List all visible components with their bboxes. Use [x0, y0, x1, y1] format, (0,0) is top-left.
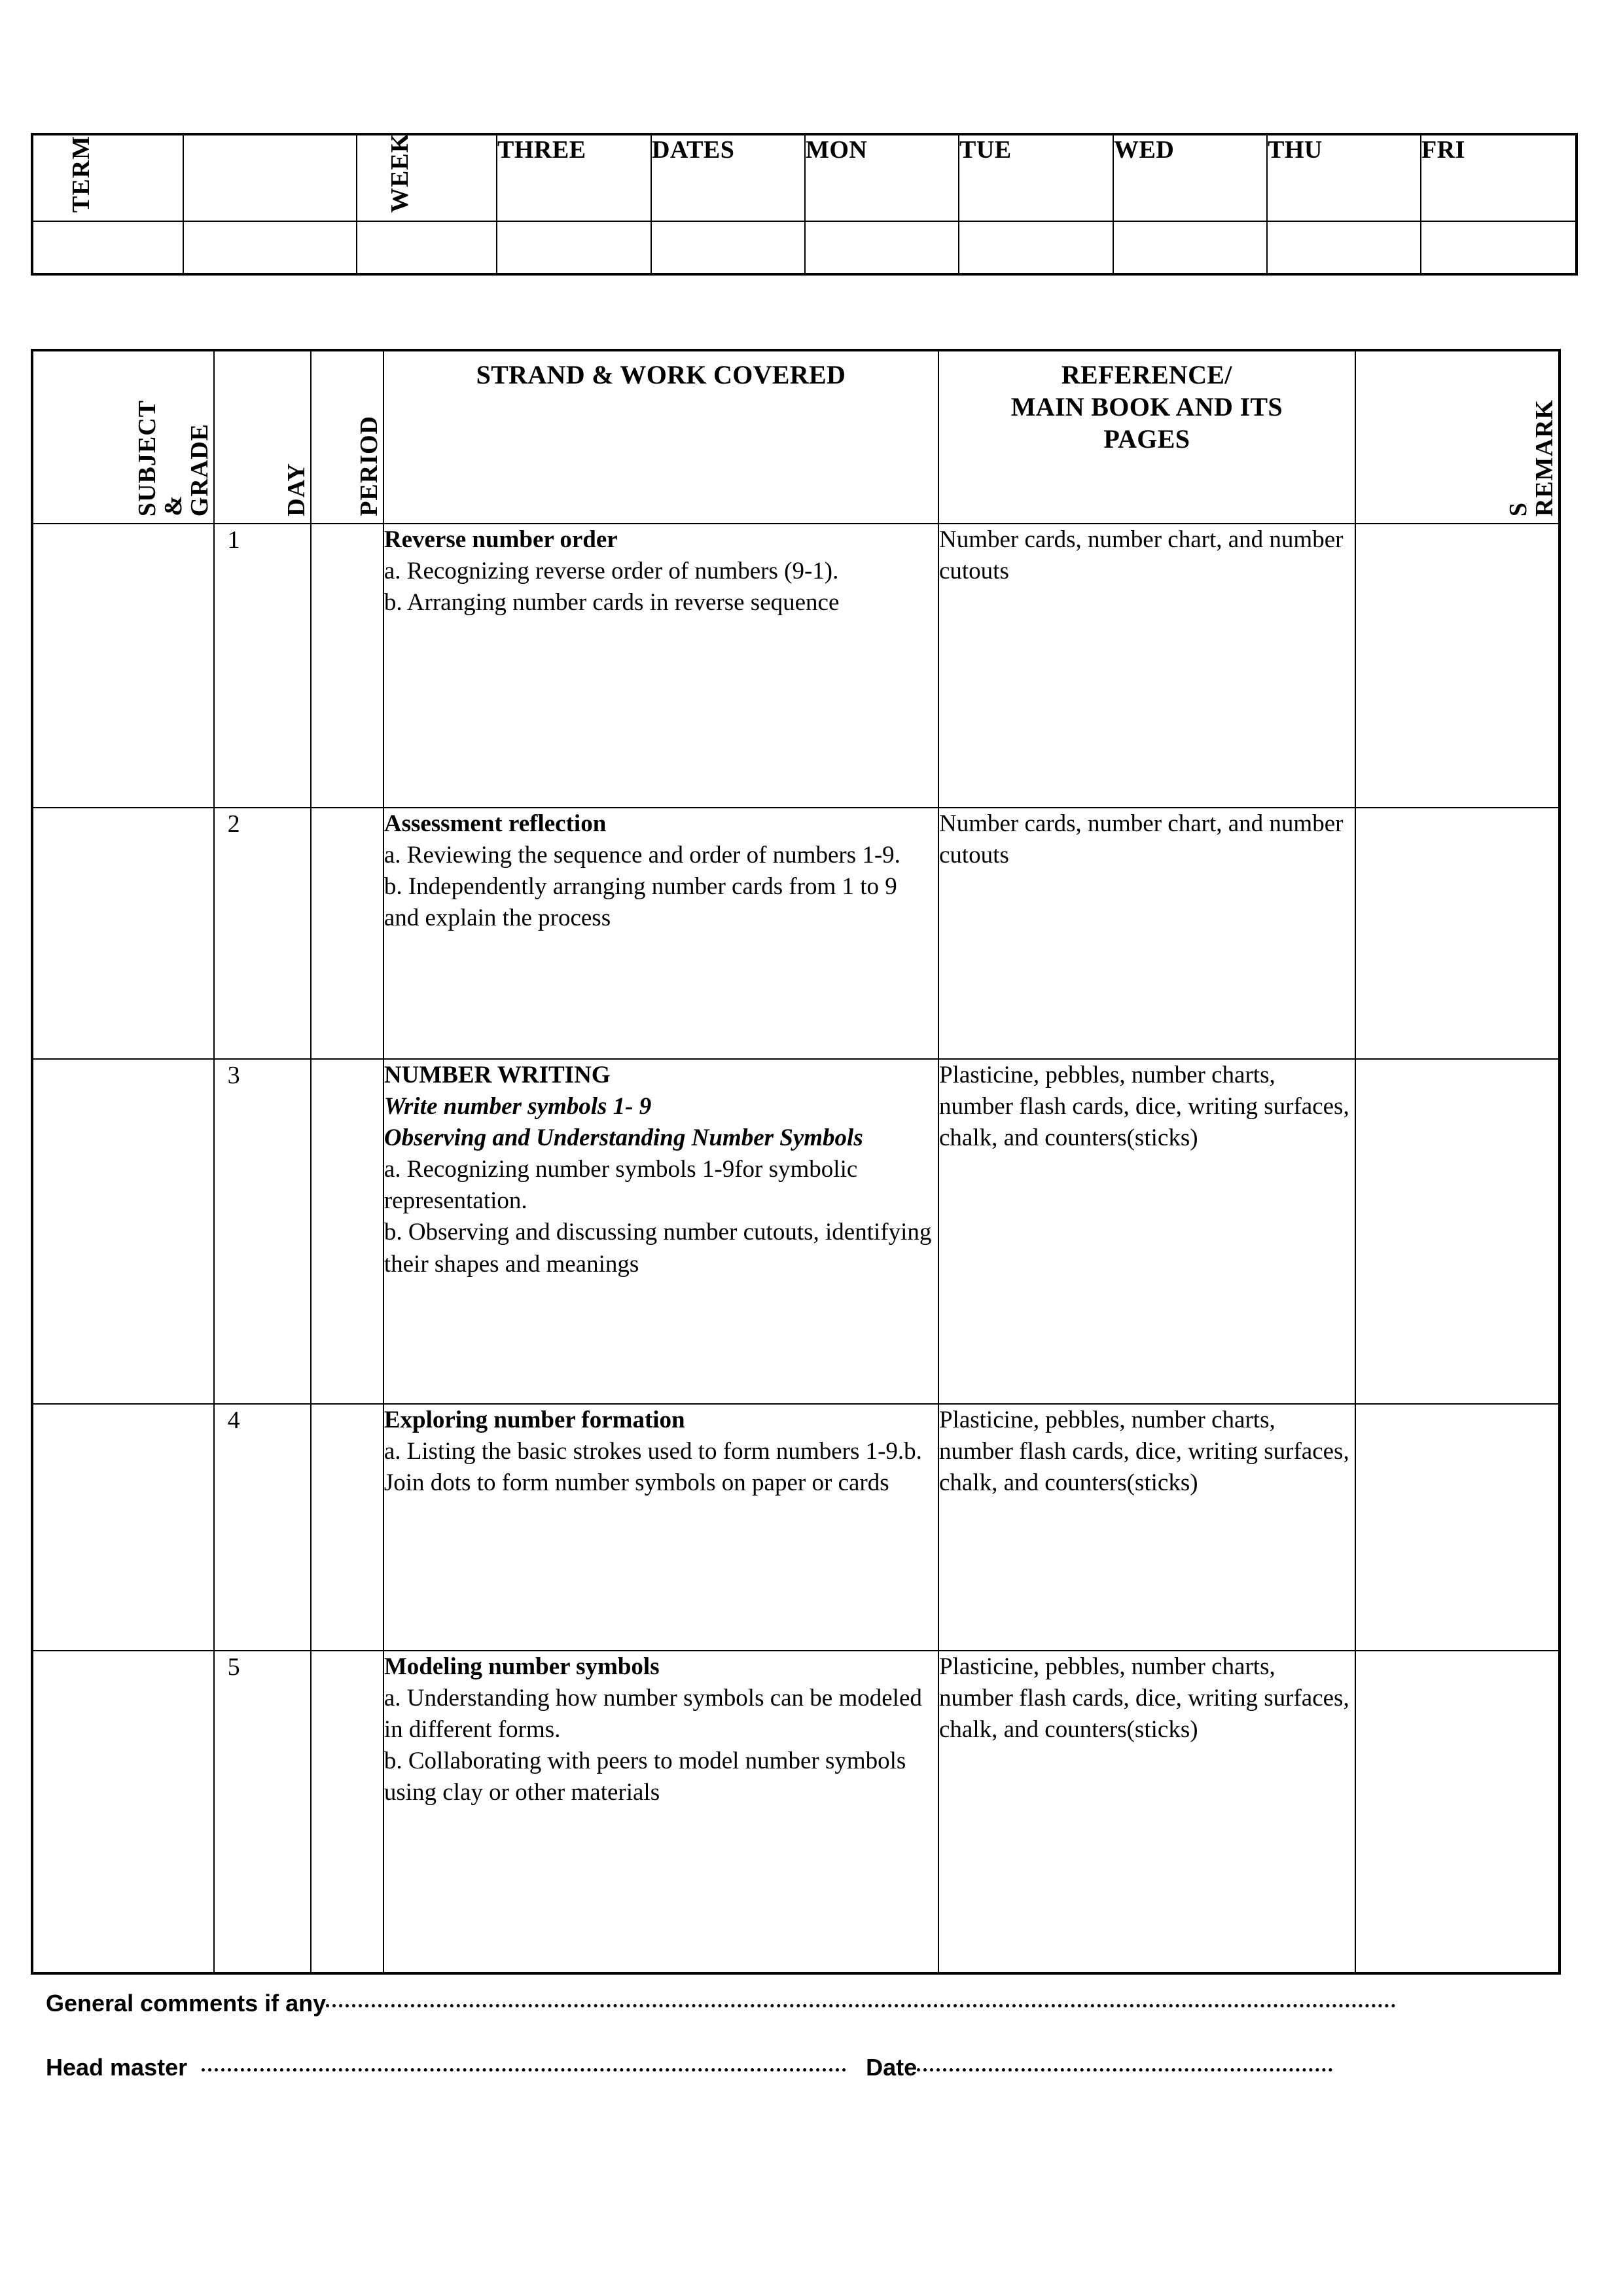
general-comments-row — [46, 1990, 1571, 2017]
cell-day[interactable]: 2 — [214, 808, 312, 1059]
cell-period[interactable] — [311, 1404, 383, 1651]
cell-grade-subject[interactable] — [32, 524, 214, 808]
entry-cell-term[interactable] — [32, 221, 183, 274]
header-cell-reference — [938, 350, 1355, 524]
remarks-stack — [1356, 351, 1558, 523]
header-cell-week — [357, 134, 497, 221]
header-cell-wed — [1113, 134, 1267, 221]
strand-title: Exploring number formation — [383, 1407, 685, 1433]
header-cell-day — [214, 350, 312, 524]
header-label-tue: TUE — [959, 136, 1012, 164]
header-label-fri: FRI — [1421, 136, 1465, 164]
general-comments-label: General comments if any — [46, 1990, 327, 2017]
cell-remarks[interactable] — [1355, 808, 1560, 1059]
cell-strand[interactable] — [383, 1404, 938, 1651]
table-row — [32, 524, 1560, 808]
header-label-period: PERIOD — [355, 416, 383, 516]
header-cell-remarks — [1355, 350, 1560, 524]
strand-line-a: a. Recognizing number symbols 1-9for symbolic representation. — [383, 1156, 858, 1215]
header-cell-fri — [1421, 134, 1577, 221]
period-stack — [312, 351, 383, 523]
entry-cell-fri[interactable] — [1421, 221, 1577, 274]
strand-line-b: b. Observing and discussing number cutouts, identifying their shapes and meanings — [383, 1219, 932, 1278]
entry-cell-blank[interactable] — [183, 221, 357, 274]
head-master-date-row — [46, 2054, 1571, 2081]
header-cell-period — [311, 350, 383, 524]
header-label-mon: MON — [806, 136, 868, 164]
header-cell-strand — [383, 350, 938, 524]
table-row — [32, 1404, 1560, 1651]
entry-cell-wed[interactable] — [1113, 221, 1267, 274]
header-label-strand: STRAND & WORK COVERED — [476, 360, 846, 389]
cell-day[interactable]: 5 — [214, 1651, 312, 1973]
cell-reference[interactable]: Plasticine, pebbles, number charts, number flash cards, dice, writing surfaces, chalk, and counters(sticks) — [938, 1059, 1355, 1404]
entry-cell-three[interactable] — [497, 221, 651, 274]
header-label-reference-line2: MAIN BOOK AND ITS — [1010, 391, 1283, 422]
cell-remarks[interactable] — [1355, 1059, 1560, 1404]
term-week-header-table — [31, 133, 1578, 276]
strand-title: Modeling number symbols — [383, 1653, 660, 1680]
header-label-three: THREE — [497, 136, 586, 164]
footer-signature-block — [46, 1990, 1571, 2081]
entry-cell-dates[interactable] — [651, 221, 805, 274]
grade-subject-stack — [33, 351, 213, 523]
entry-cell-mon[interactable] — [805, 221, 959, 274]
cell-strand[interactable] — [383, 1651, 938, 1973]
header-label-reference-line1: REFERENCE/ — [1061, 360, 1232, 389]
strand-subtitle: Observing and Understanding Number Symbols — [383, 1124, 863, 1152]
date-input[interactable] — [917, 2068, 1332, 2072]
strand-title: Reverse number order — [383, 526, 618, 553]
general-comments-input[interactable] — [326, 2004, 1396, 2007]
header-cell-three — [497, 134, 651, 221]
header-label-subject: SUBJECT — [133, 399, 161, 516]
cell-reference[interactable]: Number cards, number chart, and number cutouts — [938, 808, 1355, 1059]
cell-period[interactable] — [311, 1059, 383, 1404]
cell-remarks[interactable] — [1355, 1404, 1560, 1651]
table-row — [32, 1059, 1560, 1404]
header-label-ampersand: & — [159, 495, 187, 516]
strand-line-a: a. Listing the basic strokes used to form numbers 1-9.b. Join dots to form number symbols on paper or cards — [383, 1438, 922, 1497]
strand-line-b: b. Collaborating with peers to model number symbols using clay or other materials — [383, 1748, 906, 1806]
header-label-dates: DATES — [652, 136, 735, 164]
head-master-input[interactable] — [202, 2068, 846, 2072]
cell-grade-subject[interactable] — [32, 1059, 214, 1404]
day-stack — [215, 351, 311, 523]
scheme-of-work-table — [31, 349, 1561, 1975]
top-table-entry-row — [32, 221, 1577, 274]
header-label-wed: WED — [1114, 136, 1175, 164]
cell-strand[interactable] — [383, 808, 938, 1059]
cell-grade-subject[interactable] — [32, 1651, 214, 1973]
header-label-day: DAY — [283, 463, 311, 516]
header-label-term: TERM — [67, 135, 95, 213]
header-label-week: WEEK — [386, 132, 414, 213]
header-label-reference-line3: PAGES — [1103, 423, 1190, 454]
head-master-label: Head master — [46, 2054, 188, 2081]
cell-day[interactable]: 1 — [214, 524, 312, 808]
cell-day[interactable]: 4 — [214, 1404, 312, 1651]
cell-period[interactable] — [311, 808, 383, 1059]
header-cell-mon — [805, 134, 959, 221]
header-label-thu: THU — [1268, 136, 1323, 164]
cell-remarks[interactable] — [1355, 1651, 1560, 1973]
cell-strand[interactable] — [383, 1059, 938, 1404]
cell-reference[interactable]: Plasticine, pebbles, number charts, number flash cards, dice, writing surfaces, chalk, and counters(sticks) — [938, 1404, 1355, 1651]
reference-header-block — [939, 351, 1355, 455]
cell-reference[interactable]: Number cards, number chart, and number cutouts — [938, 524, 1355, 808]
strand-line-a: a. Understanding how number symbols can be modeled in different forms. — [383, 1685, 922, 1744]
cell-period[interactable] — [311, 1651, 383, 1973]
cell-day[interactable]: 3 — [214, 1059, 312, 1404]
main-table-header-row — [32, 350, 1560, 524]
table-row — [32, 1651, 1560, 1973]
strand-title: NUMBER WRITING — [383, 1062, 611, 1088]
entry-cell-tue[interactable] — [959, 221, 1113, 274]
table-row — [32, 808, 1560, 1059]
entry-cell-thu[interactable] — [1267, 221, 1421, 274]
header-cell-blank — [183, 134, 357, 221]
date-label: Date — [866, 2054, 918, 2081]
header-cell-tue — [959, 134, 1113, 221]
strand-title-italic: Write number symbols 1- 9 — [383, 1093, 652, 1121]
header-cell-grade-subject — [32, 350, 214, 524]
cell-remarks[interactable] — [1355, 524, 1560, 808]
top-table-header-row — [32, 134, 1577, 221]
cell-grade-subject[interactable] — [32, 808, 214, 1059]
header-cell-term — [32, 134, 183, 221]
header-cell-thu — [1267, 134, 1421, 221]
strand-line-b: b. Arranging number cards in reverse sequence — [383, 589, 840, 617]
header-label-remarks-line2: S — [1505, 501, 1533, 516]
cell-strand[interactable] — [383, 524, 938, 808]
strand-line-a: a. Recognizing reverse order of numbers (9-1). — [383, 558, 839, 585]
strand-line-a: a. Reviewing the sequence and order of numbers 1-9. — [383, 842, 901, 869]
strand-title: Assessment reflection — [383, 810, 607, 837]
header-label-remarks-line1: REMARK — [1531, 399, 1559, 516]
cell-grade-subject[interactable] — [32, 1404, 214, 1651]
header-label-grade: GRADE — [185, 423, 213, 516]
header-cell-dates — [651, 134, 805, 221]
entry-cell-week[interactable] — [357, 221, 497, 274]
strand-line-b: b. Independently arranging number cards from 1 to 9 and explain the process — [383, 873, 897, 932]
cell-reference[interactable]: Plasticine, pebbles, number charts, number flash cards, dice, writing surfaces, chalk, and counters(sticks) — [938, 1651, 1355, 1973]
cell-period[interactable] — [311, 524, 383, 808]
